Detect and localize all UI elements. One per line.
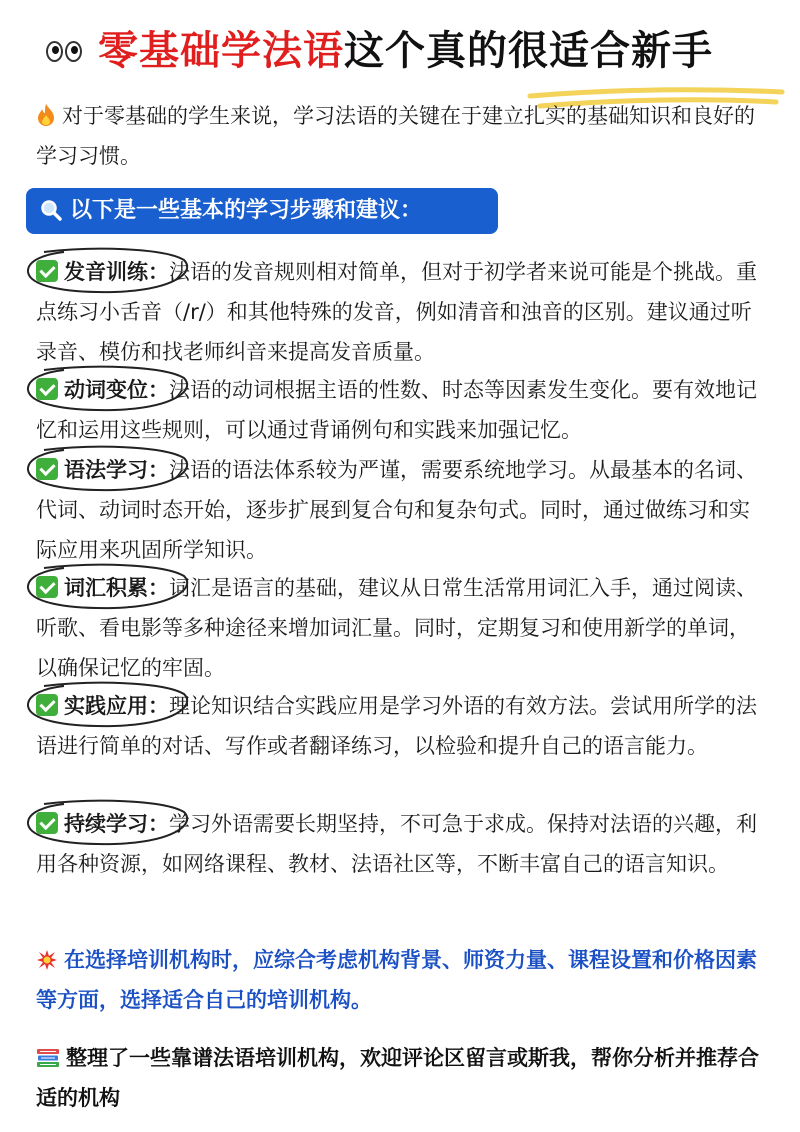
item-label: 持续学习： <box>64 812 169 836</box>
training-advice-note <box>36 940 764 1020</box>
list-item <box>36 370 764 450</box>
item-label: 动词变位： <box>64 378 169 402</box>
collision-icon <box>36 949 58 971</box>
check-mark-icon <box>36 576 58 598</box>
item-label: 语法学习： <box>64 458 169 482</box>
magnifier-icon <box>40 199 62 221</box>
item-text: 法语的动词根据主语的性数、时态等因素发生变化。要有效地记忆和运用这些规则，可以通过背诵例句和实践来加强记忆。 <box>36 378 757 442</box>
item-label: 词汇积累： <box>64 576 169 600</box>
item-text: 法语的发音规则相对简单，但对于初学者来说可能是个挑战。重点练习小舌音（/r/）和其他特殊的发音，例如清音和浊音的区别。建议通过听录音、模仿和找老师纠音来提高发音质量。 <box>36 260 757 364</box>
check-mark-icon <box>36 378 58 400</box>
title-red-part: 零基础学法语 <box>98 27 344 74</box>
books-icon <box>36 1047 60 1069</box>
fire-icon <box>36 103 56 127</box>
blue-note-text: 在选择培训机构时，应综合考虑机构背景、师资力量、课程设置和价格因素等方面，选择适合自己的培训机构。 <box>36 948 757 1012</box>
intro-text: 对于零基础的学生来说，学习法语的关键在于建立扎实的基础知识和良好的学习习惯。 <box>36 104 755 168</box>
item-text: 法语的语法体系较为严谨，需要系统地学习。从最基本的名词、代词、动词时态开始，逐步扩展到复合句和复杂句式。同时，通过做练习和实际应用来巩固所学知识。 <box>36 458 757 562</box>
check-mark-icon <box>36 694 58 716</box>
check-mark-icon <box>36 458 58 480</box>
check-mark-icon <box>36 260 58 282</box>
title-row <box>40 22 760 82</box>
list-item <box>36 450 764 570</box>
eyes-icon <box>46 36 84 70</box>
item-text: 学习外语需要长期坚持，不可急于求成。保持对法语的兴趣，利用各种资源，如网络课程、教材、法语社区等，不断丰富自己的语言知识。 <box>36 812 757 876</box>
list-item <box>36 686 764 766</box>
list-item <box>36 252 764 372</box>
list-item <box>36 568 764 688</box>
item-label: 发音训练： <box>64 260 169 284</box>
section-banner <box>26 188 498 234</box>
check-mark-icon <box>36 812 58 834</box>
final-note <box>36 1038 764 1118</box>
banner-text: 以下是一些基本的学习步骤和建议： <box>70 198 423 223</box>
item-text: 理论知识结合实践应用是学习外语的有效方法。尝试用所学的法语进行简单的对话、写作或者翻译练习，以检验和提升自己的语言能力。 <box>36 694 757 758</box>
final-note-text: 整理了一些靠谱法语培训机构，欢迎评论区留言或斯我，帮你分析并推荐合适的机构 <box>36 1046 759 1110</box>
title-black-part: 这个真的很适合新手 <box>344 27 713 74</box>
page-title <box>98 26 713 76</box>
list-item <box>36 804 764 884</box>
item-label: 实践应用： <box>64 694 169 718</box>
item-text: 词汇是语言的基础，建议从日常生活常用词汇入手，通过阅读、听歌、看电影等多种途径来增加词汇量。同时，定期复习和使用新学的单词，以确保记忆的牢固。 <box>36 576 757 680</box>
intro-paragraph <box>36 96 756 176</box>
